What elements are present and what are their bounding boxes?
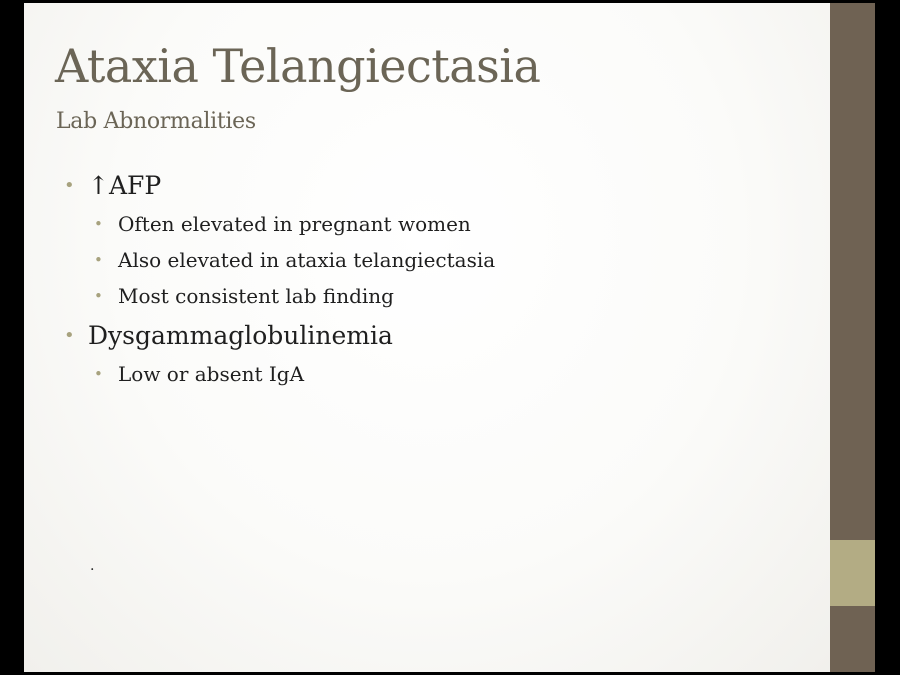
slide-title: Ataxia Telangiectasia <box>55 39 541 93</box>
bullet-marker-icon: • <box>64 175 75 196</box>
bullet-text: ↑AFP <box>88 171 162 200</box>
side-accent <box>830 540 875 606</box>
sub-bullet-text: Most consistent lab finding <box>118 284 394 308</box>
slide-subtitle: Lab Abnormalities <box>56 109 256 134</box>
bullet-list <box>24 3 830 672</box>
sub-bullet-item <box>94 361 304 387</box>
sub-bullet-item <box>94 211 471 237</box>
sub-bullet-marker-icon: • <box>94 365 103 383</box>
bullet-marker-icon: • <box>64 325 75 346</box>
sub-bullet-text: Often elevated in pregnant women <box>118 212 471 236</box>
sub-bullet-marker-icon: • <box>94 251 103 269</box>
bullet-text: Dysgammaglobulinemia <box>88 321 393 350</box>
sub-bullet-marker-icon: • <box>94 287 103 305</box>
bullet-item-dysgammaglobulinemia <box>64 321 393 351</box>
sub-bullet-text: Also elevated in ataxia telangiectasia <box>118 248 496 272</box>
stray-mark: . <box>90 558 95 574</box>
sub-bullet-text: Low or absent IgA <box>118 362 305 386</box>
sub-bullet-item <box>94 247 495 273</box>
sub-bullet-marker-icon: • <box>94 215 103 233</box>
sub-bullet-item <box>94 283 394 309</box>
bullet-item-afp <box>64 171 161 201</box>
slide <box>24 3 830 672</box>
